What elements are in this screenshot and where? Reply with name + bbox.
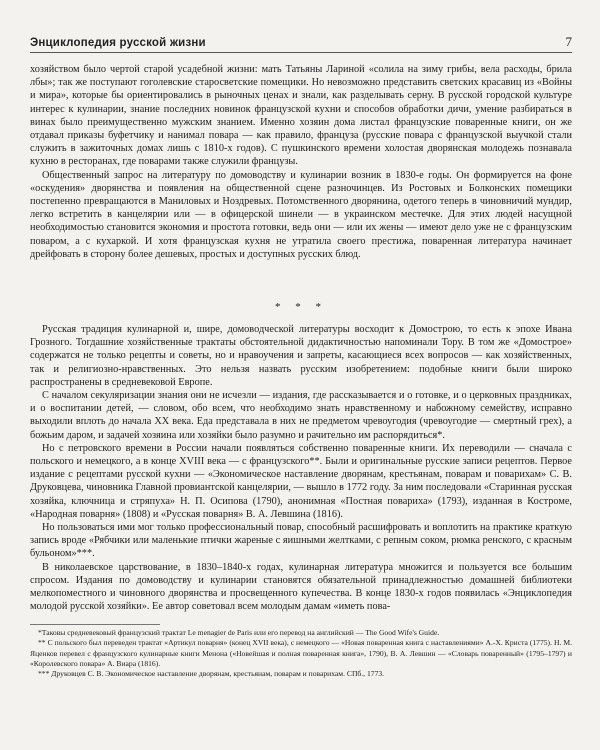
- paragraph: Русская традиция кулинарной и, шире, домоводческой литературы восходит к Домострою, то есть к эпохе Ивана Грозного. Тогдашние хозяйственные трактаты обстоятельной дидактичностью напоминали Тору. В том же «Домострое» содержатся не только рецепты и советы, но и нравоучения и запреты, касающиеся всех вопросов — как хозяйственных, так и религиозно-нравственных. Это нельзя назвать русским изобретением: подобные книги были широко распространены в средневековой Европе.: [30, 324, 572, 388]
- paragraph: Но пользоваться ими мог только профессиональный повар, способный расшифровать и воплотить на практике краткую запись вроде «Рябчики или маленькие птички жареные с яишными желтками, с репным соком, рюмка ренского, с красным бульоном»***.: [30, 522, 572, 560]
- paragraph: Общественный запрос на литературу по домоводству и кулинарии возник в 1830-е годы. Он формируется на фоне «оскудения» дворянства и появления на общественной сцене разночинцев. Из Ростовых и Болконских помещики постепенно превращаются в Маниловых и Ноздревых. Потомственного дворянина, одетого теперь в чиновничий мундир, легко встретить в канцелярии или — в офицерской шинели — в украинском местечке. Для этих людей насущной необходимостью становится экономия и простота готовки, ведь они — или их жены — имеют дело уже не с французским поваром, а с кухаркой. И хотя французская кухня не утратила своего престижа, поваренная литература начинает дрейфовать в сторону более дешевых, простых и доступных русских блюд.: [30, 169, 572, 260]
- footnote: *Таковы средневековый французский трактат Le menagier de Paris или его перевод на английский — The Good Wife's Guide.: [38, 628, 440, 637]
- paragraph: В николаевское царствование, в 1830–1840-х годах, кулинарная литература множится и пользуется все большим спросом. Издания по домоводству и кулинарии становятся обязательной принадлежностью домашней библиотеки мелкопоместного и чиновного дворянства и просвещенного купечества. В конце 1830-х годов появилась «Энциклопедия молодой русской хозяйки». Ее автор советовал всем молодым дамам «иметь пова-: [30, 561, 572, 613]
- paragraph: С началом секуляризации знания они не исчезли — издания, где рассказывается и о готовке, и о церковных праздниках, и о воспитании детей, — словом, обо всем, что необходимо знать нравственному и набожному семейству, исправно выходили вплоть до начала XX века. Еда представала в них не предметом чревоугодия (чревоугодие — смертный грех), а божьим даром, и задачей хозяина или хозяйки было разумно и рачительно им распорядиться*.: [30, 390, 572, 441]
- footnote: ** С польского был переведен трактат «Артикул поварня» (конец XVII века), с немецкого — «Новая поваренная книга с наставлениями» А.-Х. Криста (1775). Н. М. Яценков перевел с французского кулинарные книги Менона («Новейшая и полная поваренная книга», 1790), В. А. Левшин — «Словарь поваренный» (1795–1797) и «Королевского повара» А. Виара (1816).: [30, 638, 572, 668]
- running-header: [30, 34, 572, 53]
- page-number: 7: [565, 34, 572, 49]
- paragraph: хозяйством было чертой старой усадебной жизни: мать Татьяны Лариной «солила на зиму грибы, вела расходы, брила лбы»; так же поступают гоголевские старосветские помещики. Но невозможно представить светских красавиц из «Войны и мира», которые бы ориентировались в рыночных ценах и знали, как разделывать серну. В русской городской культуре интерес к кулинарии, знание последних новинок французской кухни и способов обработки дичи, умение разбираться в винах было преимущественно мужским знанием. Именно хозяин дома листал французские поваренные книги, он же отдавал приказы буфетчику и нанимал повара — как правило, француза (русские повара с французской выучкой стали служить в зажиточных домах лишь с 1810-х годов). С пушкинского времени холостая дворянская молодежь познавала кухню в ресторанах, где поварами также служили французы.: [30, 64, 572, 168]
- footnote-rule: [30, 624, 160, 625]
- section-2: [30, 323, 572, 613]
- section-1: [30, 63, 572, 261]
- running-title: Энциклопедия русской жизни: [30, 37, 206, 49]
- paragraph: Но с петровского времени в России начали появляться собственно поваренные книги. Их переводили — сначала с польского и немецкого, а в конце XVIII века — с французского**. Были и оригинальные русские записи рецептов. Первое издание с рецептами русской кухни — «Экономическое наставление дворянам, крестьянам, поварам и поварихам» С. В. Друковцева, чиновника Главной провиантской канцелярии, — вышло в 1772 году. За ним последовали «Старинная русская хозяйка, ключница и стряпуха» Н. П. Осипова (1790), анонимная «Постная повариха» (1793), изданная в Костроме, «Народная поварня» (1808) и «Русская поварня» В. А. Левшина (1816).: [30, 442, 572, 520]
- footnote: *** Друковцев С. В. Экономическое наставление дворянам, крестьянам, поварам и поварихам. СПб., 1773.: [38, 669, 385, 679]
- section-separator: * * *: [275, 301, 327, 313]
- footnotes: [30, 628, 572, 679]
